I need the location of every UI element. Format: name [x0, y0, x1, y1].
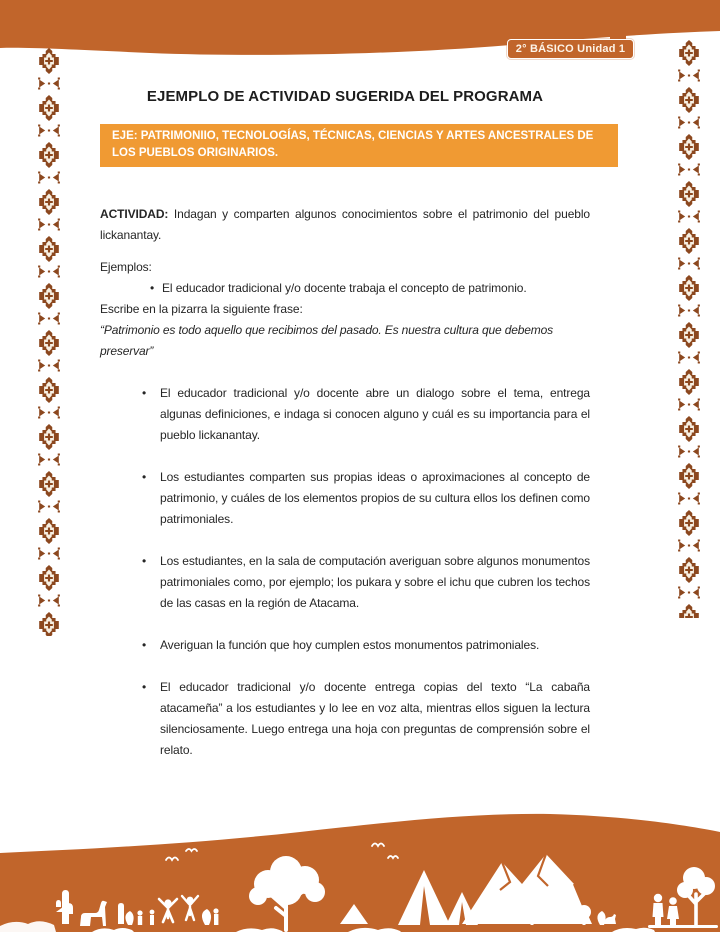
page-title: EJEMPLO DE ACTIVIDAD SUGERIDA DEL PROGRAMA — [146, 88, 544, 105]
board-instruction-line: Escribe en la pizarra la siguiente frase: — [100, 302, 303, 316]
bullet-text: Los estudiantes comparten sus propias ideas o aproximaciones al concepto de patrimonio, y cuáles de los elementos propios de su cultura ellos los definen como patrimoniales. — [160, 470, 590, 526]
unit-badge-label: 2° BÁSICO Unidad 1 — [515, 43, 626, 55]
examples-heading: Ejemplos: — [100, 260, 152, 274]
activity-paragraph — [100, 204, 590, 246]
eje-banner — [100, 124, 618, 167]
activity-bullet-list — [100, 383, 590, 761]
bullet-text: El educador tradicional y/o docente abre un dialogo sobre el tema, entrega algunas definiciones, e indaga si conocen alguno y cuál es su importancia para el pueblo lickanantay. — [160, 386, 590, 442]
example-first-bullet — [100, 278, 590, 299]
bullet-text: Los estudiantes, en la sala de computación averiguan sobre algunos monumentos patrimoniales como, por ejemplo; los pukara y sobre el ichu que cubren los techos de las casas en la región de Atacama. — [160, 554, 590, 610]
list-item — [140, 467, 590, 530]
bullet-marker — [140, 467, 160, 530]
bullet-text: Averiguan la función que hoy cumplen estos monumentos patrimoniales. — [160, 638, 540, 652]
board-quote: “Patrimonio es todo aquello que recibimos del pasado. Es nuestra cultura que debemos preservar” — [100, 323, 554, 358]
bullet-text: El educador tradicional y/o docente entrega copias del texto “La cabaña atacameña” a los estudiantes y lo lee en voz alta, mientras ellos siguen la lectura silenciosamente. Luego entrega una hoja con preguntas de comprensión sobre el relato. — [160, 680, 590, 757]
andean-border-pattern-right-icon — [677, 40, 701, 618]
unit-badge — [507, 39, 634, 59]
activity-description: Indagan y comparten algunos conocimientos sobre el patrimonio del pueblo lickanantay. — [100, 207, 590, 242]
bullet-marker — [140, 677, 160, 761]
andean-border-pattern-left-icon — [37, 48, 61, 636]
landscape-illustration — [0, 812, 720, 932]
bullet-marker — [142, 278, 162, 299]
eje-banner-text: EJE: PATRIMONIIO, TECNOLOGÍAS, TÉCNICAS, CIENCIAS Y ARTES ANCESTRALES DE LOS PUEBLOS ORIGINARIOS. — [112, 130, 594, 159]
list-item — [140, 551, 590, 614]
bullet-marker — [140, 635, 160, 656]
activity-label: ACTIVIDAD: — [100, 207, 169, 221]
list-item — [140, 635, 590, 656]
list-item — [140, 383, 590, 446]
list-item — [140, 677, 590, 761]
bullet-text: El educador tradicional y/o docente trabaja el concepto de patrimonio. — [162, 281, 527, 295]
ground-silhouette — [648, 925, 718, 928]
bullet-marker — [140, 551, 160, 614]
people-silhouettes — [489, 905, 515, 924]
content-column — [100, 88, 618, 761]
bullet-marker — [140, 383, 160, 446]
